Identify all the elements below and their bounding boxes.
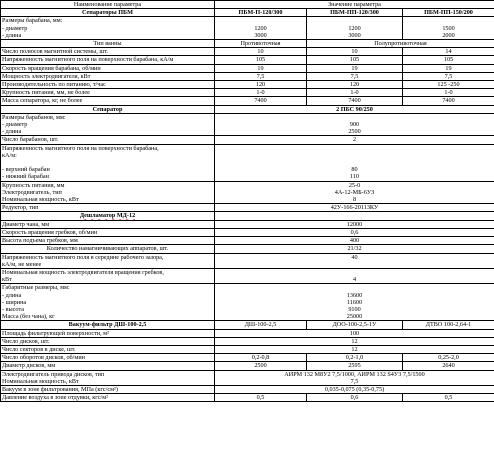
- sep2-title: Сепаратор: [1, 105, 215, 113]
- vacuum-motor-row: Электродвигатель привода дисков, тип Номинальная мощность, кВт АИРМ 132 М8У2 7,5/1000, АИРМ 132 S4У3 7,5/1500 7,5: [1, 370, 494, 385]
- demag-row: Скорость вращения гребков, об/мин 0,6: [1, 228, 494, 236]
- pbm-title: Сепараторы ПБМ: [1, 9, 215, 17]
- vacuum-row: Число дисков, шт. 12: [1, 337, 494, 345]
- demag-row: Диаметр чана, мм 12000: [1, 220, 494, 228]
- sep2-reducer-row: Редуктор, тип 42У-166-20113КУ: [1, 204, 494, 212]
- sep2-field-row: Напряженность магнитного поля на поверхности барабана, кА/м: - верхний барабан - нижний барабан 80 110: [1, 144, 494, 181]
- pbm-title-row: [1, 9, 494, 17]
- pbm-row: Напряженность магнитного поля на поверхности барабана, кА/м 105 105 105: [1, 56, 494, 64]
- pbm-drum-title: Размеры барабана, мм:: [2, 17, 63, 25]
- demag-title: Дешламатор МД-12: [1, 212, 215, 220]
- demag-dims-row: Габаритные размеры, мм: - длина - ширина - высота Масса (без чана), кг 13600 11600 9100 25000: [1, 284, 494, 321]
- pbm-drum-diam: - диаметр: [2, 24, 28, 32]
- vacuum-row: Площадь фильтрующей поверхности, м² 100: [1, 329, 494, 337]
- pbm-row: Мощность электродвигателя, кВт 7,5 7,5 7,5: [1, 72, 494, 80]
- pbm-model-2: ПБМ-ПП-120/300: [307, 9, 403, 17]
- demag-row: Высота подъема гребков, мм 400: [1, 237, 494, 245]
- pbm-row: Крупность питания, мм, не более 1-0 1-0 1-0: [1, 89, 494, 97]
- pbm-model-3: ПБМ-ПП-150/200: [403, 9, 494, 17]
- pbm-bath-v2: Полупротивоточная: [307, 40, 494, 48]
- pbm-row: Скорость вращения барабана, об/мин 19 19 19: [1, 64, 494, 72]
- sep2-grain-row: Крупность питания, мм Электродвигатель, тип Номинальная мощность, кВт 25-0 4А-12-МБ-6УЗ 8: [1, 181, 494, 204]
- pbm-row: Производительность по питанию, т/час 120 120 125 -250: [1, 81, 494, 89]
- pbm-row: Число полюсов магнитной системы, шт. 10 10 14: [1, 48, 494, 56]
- demag-field-row: Напряженность магнитного поля в середине рабочего зазора, кА/м, не менее 40: [1, 253, 494, 268]
- pbm-model-1: ПБМ-П-120/300: [215, 9, 307, 17]
- pbm-drum-vals-3: 1500 2000: [403, 17, 494, 40]
- vacuum-row: Диаметр дисков, мм 2500 2595 2640: [1, 362, 494, 370]
- vacuum-title: Вакуум-фильтр ДШ-100-2,5: [1, 321, 215, 329]
- sep2-title-row: [1, 105, 494, 113]
- pbm-bath-label: Тип ванны: [1, 40, 215, 48]
- demag-title-row: [1, 212, 494, 220]
- vacuum-title-row: Вакуум-фильтр ДШ-100-2,5 ДШ-100-2,5 ДОО-100-2,5-1У ДТВО 100-2,64-1: [1, 321, 494, 329]
- demag-power-row: Номинальная мощность электродвигателя вращения гребков, кВт 4: [1, 268, 494, 283]
- pbm-drum-len: - длина: [2, 31, 22, 39]
- sep2-model: 2 ПБС 90/250: [215, 105, 494, 113]
- pbm-drum-vals-1: 1200 3000: [215, 17, 307, 40]
- pbm-row: Масса сепаратора, кг, не более 7400 7400 7400: [1, 97, 494, 105]
- pbm-bath-v1: Противоточная: [215, 40, 307, 48]
- pbm-bath-row: [1, 40, 494, 48]
- pbm-drum-row: [1, 17, 494, 40]
- pbm-drum-vals-2: 1200 3000: [307, 17, 403, 40]
- vacuum-row: Число оборотов дисков, об/мин 0,2-0,8 0,2-1,0 0,25-2,0: [1, 354, 494, 362]
- vacuum-row: Число секторов в диске, шт. 12: [1, 345, 494, 353]
- header-row: [1, 1, 494, 9]
- demag-magn-row: Количество намагничивающих аппаратов, шт. 21/32: [1, 245, 494, 253]
- header-name: Наименование параметра: [1, 1, 215, 9]
- vacuum-row: Вакуум в зоне фильтрования, МПа (кгс/см²) 0,035-0,075 (0,35-0,75): [1, 385, 494, 393]
- sep2-num-row: Число барабанов, шт. 2: [1, 136, 494, 144]
- pbm-drum-label: [1, 17, 215, 40]
- header-value: Значение параметра: [215, 1, 494, 9]
- sep2-drum-row: Размеры барабанов, мм: - диаметр - длина 900 2500: [1, 113, 494, 136]
- vacuum-row: Давление воздуха в зоне отдувки, кгс/м² 0,5 0,6 0,5: [1, 394, 494, 402]
